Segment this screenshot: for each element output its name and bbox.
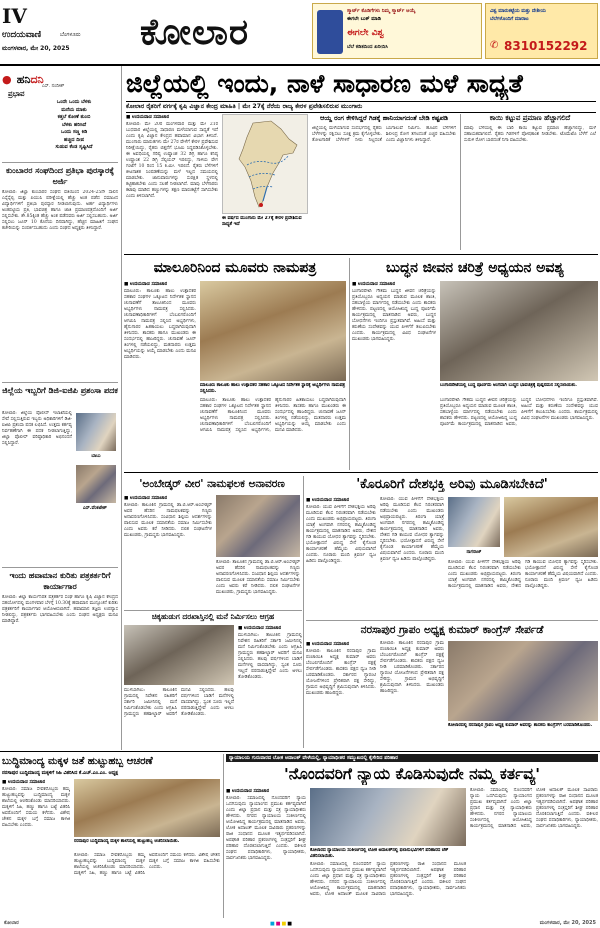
magenta-mark-icon: ■ <box>275 921 282 927</box>
ambedkar-title: 'ಅಂಬೇಡ್ಕರ್ ವೀರ' ನಾಮಫಲಕ ಅನಾವರಣ <box>139 478 285 490</box>
nyaya-body: ಕೋಲಾರ: ಸಮಾಜದಲ್ಲಿ ನೊಂದವರಿಗೆ ನ್ಯಾಯ ಒದಗಿಸುವುದು ನ್ಯಾಯಾಂಗದ ಪ್ರಮುಖ ಕರ್ತವ್ಯವಾಗಿದೆ ಎಂದು ಜಿಲ್ಲಾ ಪ್ರಧಾನ ಮತ್ತು ಸತ್ರ ನ್ಯಾಯಾಧೀಶರು ಹೇಳಿದರು. ನಗರದ ನ್ಯಾಯಾಲಯ ಸಂಕೀರ್ಣದಲ್ಲಿ ಆಯೋಜಿಸಿದ್ದ ಕಾರ್ಯಕ್ರಮದಲ್ಲಿ ಮಾತನಾಡಿದ ಅವರು, ಲೋಕ ಅದಾಲತ್ ಮೂಲಕ ಸಾವಿರಾರು ಪ್ರಕರಣಗಳನ್ನು ರಾಜಿ ಸಂಧಾನದ ಮೂಲಕ ಇತ್ಯರ್ಥಪಡಿಸಲಾಗಿದೆ. ಅಪಘಾತ ಪರಿಹಾರ ಪ್ರಕರಣಗಳಲ್ಲಿ ಸಂತ್ರಸ್ತರಿಗೆ ಶೀಘ್ರ ಪರಿಹಾರ ದೊರಕಿಸಲಾಗುತ್ತಿದೆ ಎಂದರು. ವಕೀಲರ ಸಂಘದ ಪದಾಧಿಕಾರಿಗಳು, ನ್ಯಾಯಾಧೀಶರು, ಸಾರ್ವಜನಿಕರು ಭಾಗವಹಿಸಿದ್ದರು. <box>226 796 306 861</box>
page-number: IV <box>2 4 27 28</box>
chitrapur-body-cont: ಮುಳಬಾಗಿಲು: ತಾಲೂಕಿನ ಗ್ರಾಮದಲ್ಲಿ ನಿವೇಶನ ರಹಿತರಿಗೆ ಸರ್ಕಾರಿ ಜಮೀನಿನಲ್ಲಿ ಮನೆ ನಿರ್ಮಿಸಿಕೊಡಬೇಕು ಎಂದು ಆಗ್ರಹಿಸಿ ಗ್ರಾಮಸ್ಥರು ತಹಶೀಲ್ದಾರ್ ಅವರಿಗೆ ಮನವಿ ಸಲ್ಲಿಸಿದರು. ಹಲವು ವರ್ಷಗಳಿಂದ ಬಾಡಿಗೆ ಮನೆಗಳಲ್ಲಿ ವಾಸವಾಗಿದ್ದು, ಸ್ವಂತ ಸೂರು ಇಲ್ಲದೆ ಪರದಾಡುತ್ತಿದ್ದೇವೆ ಎಂದು ಅಳಲು ತೋಡಿಕೊಂಡರು. <box>124 688 234 717</box>
divider <box>124 472 598 473</box>
buddhi-subhead: ನರಸಾಪುರ ಬುದ್ಧಿಮಾಂದ್ಯ ಮಕ್ಕಳಿಗೆ ಸಿಹಿ ವಿತರಿಸಿದ ಕೆ.ಎಚ್.ಎಂ.ಎಂ. ಅಧ್ಯಕ್ಷ <box>2 771 119 776</box>
divider <box>2 162 118 163</box>
koorur-photo <box>448 497 500 547</box>
buddhi-body: ಕೋಲಾರ: ಸಮಾಜ ಸೇವಕರೊಬ್ಬರು ತಮ್ಮ ಹುಟ್ಟುಹಬ್ಬವನ್ನು ಬುದ್ಧಿಮಾಂದ್ಯ ಮಕ್ಕಳ ಶಾಲೆಯಲ್ಲಿ ಆಚರಿಸಿಕೊಂಡು ಮಾದರಿಯಾದರು. ಮಕ್ಕಳಿಗೆ ಸಿಹಿ, ಹಣ್ಣು ಹಾಗೂ ಬಟ್ಟೆ ವಿತರಿಸಿ ಅವರೊಂದಿಗೆ ಸಮಯ ಕಳೆದರು. ವಿಶೇಷ ಚೇತನ ಮಕ್ಕಳ ಬಗ್ಗೆ ಸಮಾಜ ಕಾಳಜಿ ವಹಿಸಬೇಕು ಎಂದರು. <box>2 787 70 828</box>
column-rule <box>223 754 224 918</box>
narasapura-title: ನರಸಾಪುರ ಗ್ರಾಪಂ ಅಧ್ಯಕ್ಷ ಕುಮಾರ್ ಕಾಂಗ್ರೆಸ್ ಸೇರ್ಪಡೆ <box>360 624 544 636</box>
malur-byline: ■ ಉದಯವಾಣಿ ಸಮಾಚಾರ <box>124 282 168 287</box>
lead-box-title: ಆಯ್ದ ರಂಗ ಕೇಳಿಸಿದ್ದರೆ ಗಿಡಕ್ಕೆ ಹಾನಿಯಾಗದಂತೆ ಬೇಡಿ ಕಷ್ಟಪಡಿ <box>319 114 448 122</box>
buddha-body: ಬಂಗಾರಪೇಟೆ: ಗೌತಮ ಬುದ್ಧನ ಜೀವನ ಚರಿತ್ರೆಯನ್ನು ಪ್ರತಿಯೊಬ್ಬರೂ ಅಧ್ಯಯನ ಮಾಡುವ ಮೂಲಕ ಶಾಂತಿ, ಸಹಬಾಳ್ವೆಯ ಮಾರ್ಗದಲ್ಲಿ ನಡೆಯಬೇಕು ಎಂದು ಶಾಸಕರು ಹೇಳಿದರು. ಪಟ್ಟಣದಲ್ಲಿ ಆಯೋಜಿಸಿದ್ದ ಬುದ್ಧ ಪೂರ್ಣಿಮೆ ಕಾರ್ಯಕ್ರಮದಲ್ಲಿ ಮಾತನಾಡಿದ ಅವರು, ಬುದ್ಧನ ಬೋಧನೆಗಳು ಇಂದಿಗೂ ಪ್ರಸ್ತುತವಾಗಿವೆ. ಅಹಿಂಸೆ ಮತ್ತು ಕರುಣೆಯ ಸಂದೇಶವನ್ನು ಯುವ ಪೀಳಿಗೆಗೆ ತಲುಪಿಸಬೇಕು ಎಂದರು. ಕಾರ್ಯಕ್ರಮದಲ್ಲಿ ವಿವಿಧ ಸಂಘಟನೆಗಳ ಮುಖಂಡರು ಭಾಗವಹಿಸಿದ್ದರು. <box>352 289 436 342</box>
footer-left: ಕೋಲಾರ <box>4 920 19 926</box>
column-rule <box>303 476 304 748</box>
poem-line: ಸುಡುವ ಕೆಂಡ ಸೃಷ್ಟಿಸಿದೆ <box>55 144 93 150</box>
nyaya-photo <box>310 788 466 846</box>
lead-side-box <box>460 114 596 250</box>
poem-line: ಬೆಳಕು ಹರಿಸಿದೆ <box>61 121 87 128</box>
hanidani-author: ಎಸ್. ನಂದೀಶ್ <box>42 84 65 89</box>
ad2-phone-icon: ✆ <box>490 40 499 51</box>
nyaya-body-cont: ಕೋಲಾರ: ಸಮಾಜದಲ್ಲಿ ನೊಂದವರಿಗೆ ನ್ಯಾಯ ಒದಗಿಸುವುದು ನ್ಯಾಯಾಂಗದ ಪ್ರಮುಖ ಕರ್ತವ್ಯವಾಗಿದೆ ಎಂದು ಜಿಲ್ಲಾ ಪ್ರಧಾನ ಮತ್ತು ಸತ್ರ ನ್ಯಾಯಾಧೀಶರು ಹೇಳಿದರು. ನಗರದ ನ್ಯಾಯಾಲಯ ಸಂಕೀರ್ಣದಲ್ಲಿ ಆಯೋಜಿಸಿದ್ದ ಕಾರ್ಯಕ್ರಮದಲ್ಲಿ ಮಾತನಾಡಿದ ಅವರು, ಲೋಕ ಅದಾಲತ್ ಮೂಲಕ ಸಾವಿರಾರು ಪ್ರಕರಣಗಳನ್ನು ರಾಜಿ ಸಂಧಾನದ ಮೂಲಕ ಇತ್ಯರ್ಥಪಡಿಸಲಾಗಿದೆ. ಅಪಘಾತ ಪರಿಹಾರ ಪ್ರಕರಣಗಳಲ್ಲಿ ಸಂತ್ರಸ್ತರಿಗೆ ಶೀಘ್ರ ಪರಿಹಾರ ದೊರಕಿಸಲಾಗುತ್ತಿದೆ ಎಂದರು. ವಕೀಲರ ಸಂಘದ ಪದಾಧಿಕಾರಿಗಳು, ನ್ಯಾಯಾಧೀಶರು, ಸಾರ್ವಜನಿಕರು ಭಾಗವಹಿಸಿದ್ದರು. <box>310 862 466 897</box>
ad-line-1: ಸ್ಮಾರ್ಟ್ ಕೊಡಿಗೆಗಳು ನಿಮ್ಮ ಸ್ಮಾರ್ಟ್ ಆಯ್ಕೆ <box>347 8 416 14</box>
ad-brand: ಈಗಲೇ ವಿಶ್ವ <box>347 28 384 38</box>
nyaya-body-col <box>226 788 306 918</box>
india-map-figure <box>222 114 308 214</box>
buddha-caption: ಬಂಗಾರಪೇಟೆಯಲ್ಲಿ ಬುದ್ಧ ಪೂರ್ಣಿಮೆ ಅಂಗವಾಗಿ ಬುದ್ಧನ ಭಾವಚಿತ್ರಕ್ಕೆ ಪುಷ್ಪನಮನ ಸಲ್ಲಿಸಲಾಯಿತು. <box>440 383 577 388</box>
poem-line: ಮನೆಯ ಮಾತು <box>61 106 87 113</box>
black-mark-icon: ■ <box>287 921 293 927</box>
registration-marks <box>270 921 293 927</box>
ambedkar-body-cont: ಕೋಲಾರ: ತಾಲೂಕಿನ ಗ್ರಾಮದಲ್ಲಿ ಡಾ.ಬಿ.ಆರ್.ಅಂಬೇಡ್ಕರ್ ಅವರ ಹೆಸರಿನ ನಾಮಫಲಕವನ್ನು ಗಣ್ಯರು ಅನಾವರಣಗೊಳಿಸಿದರು. ಸಂವಿಧಾನ ಶಿಲ್ಪಿಯ ಆದರ್ಶಗಳನ್ನು ಪಾಲಿಸುವ ಮೂಲಕ ಸಮಾನತೆಯ ಸಮಾಜ ನಿರ್ಮಿಸಬೇಕು ಎಂದು ಅವರು ಕರೆ ನೀಡಿದರು. ದಲಿತ ಸಂಘಟನೆಗಳ ಮುಖಂಡರು, ಗ್ರಾಮಸ್ಥರು ಭಾಗವಹಿಸಿದ್ದರು. <box>216 560 300 595</box>
malur-title: ಮಾಲೂರಿನಿಂದ ಮೂವರು ನಾಮಪತ್ರ <box>153 260 317 276</box>
hanidani-logo-part2: ದನಿ <box>30 73 44 86</box>
lead-side-body: ಮಾವು ಬೆಳೆಯಲ್ಲಿ ಈ ಬಾರಿ ಕಾಯಿ ಕಟ್ಟುವ ಪ್ರಮಾಣ ಹೆಚ್ಚಾಗಲಿದ್ದು, ಮಳೆ ಸಹಾಯಕವಾಗಲಿದೆ. ರೈತರು ಗಿಡಗಳಿಗೆ ಪೋಷಕಾಂಶ ನೀಡಬೇಕು. ಟೊಮೆಟೊ ಬೆಳೆಗೆ ಎಲೆ ಸುರುಳಿ ರೋಗ ಬಾರದಂತೆ ನಿಗಾ ವಹಿಸಬೇಕು. <box>464 126 596 143</box>
malur-body: ಮಾಲೂರು: ತಾಲೂಕು ಹಾಲು ಉತ್ಪಾದಕರ ಸಹಕಾರ ಸಂಘಗಳ ಒಕ್ಕೂಟದ ನಿರ್ದೇಶಕ ಸ್ಥಾನದ ಚುನಾವಣೆಗೆ ತಾಲೂಕಿನಿಂದ ಮೂವರು ಅಭ್ಯರ್ಥಿಗಳು ನಾಮಪತ್ರ ಸಲ್ಲಿಸಿದರು. ಚುನಾವಣಾಧಿಕಾರಿಗಳಿಗೆ ಬೆಂಬಲಿಗರೊಂದಿಗೆ ಆಗಮಿಸಿ ನಾಮಪತ್ರ ಸಲ್ಲಿಸಿದ ಅಭ್ಯರ್ಥಿಗಳು, ಹೈನುಗಾರರ ಹಿತಕಾಯಲು ಬದ್ಧರಾಗಿರುವುದಾಗಿ ತಿಳಿಸಿದರು. ಶಾಸಕರು ಹಾಗೂ ಮುಖಂಡರು ಈ ಸಂದರ್ಭದಲ್ಲಿ ಹಾಜರಿದ್ದರು. ಚುನಾವಣೆ ಜೂನ್ ತಿಂಗಳಲ್ಲಿ ನಡೆಯಲಿದ್ದು, ಮತದಾರರು ಉತ್ತಮ ಅಭ್ಯರ್ಥಿಯನ್ನು ಆಯ್ಕೆ ಮಾಡಬೇಕು ಎಂದು ಮನವಿ ಮಾಡಿದರು. <box>124 289 196 360</box>
nyaya-caption: ಕೋಲಾರದ ನ್ಯಾಯಾಲಯ ಸಂಕೀರ್ಣದಲ್ಲಿ ಲೋಕ ಅದಾಲತ್‌ನಲ್ಲಿ ಫಲಾನುಭವಿಗಳಿಗೆ ಪರಿಹಾರದ ಚೆಕ್ ವಿತರಿಸಲಾಯಿತು. <box>310 848 449 859</box>
narasapura-caption: ಕೋಲಾರದಲ್ಲಿ ನರಸಾಪುರ ಗ್ರಾಪಂ ಅಧ್ಯಕ್ಷ ಕುಮಾರ್ ಅವರನ್ನು ಶಾಸಕರು ಕಾಂಗ್ರೆಸ್‌ಗೆ ಬರಮಾಡಿಕೊಂಡರು. <box>448 723 593 728</box>
chitrapur-byline: ■ ಉದಯವಾಣಿ ಸಮಾಚಾರ <box>238 626 282 631</box>
koorur-body-cont-2: ಕೋಲಾರ: ಯುವ ಪೀಳಿಗೆಗೆ ದೇಶಭಕ್ತಿಯ ಅರಿವು ಮೂಡಿಸುವ ಕೆಲಸ ನಿರಂತರವಾಗಿ ನಡೆಯಬೇಕು ಎಂದು ಮುಖಂಡರು ಅಭಿಪ್ರಾಯಪಟ್ಟರು. ತಿರಂಗಾ ಯಾತ್ರೆ ಅಂಗವಾಗಿ ನಗರದಲ್ಲಿ ಹಮ್ಮಿಕೊಂಡಿದ್ದ ಕಾರ್ಯಕ್ರಮದಲ್ಲಿ ಮಾತನಾಡಿದ ಅವರು, ದೇಶದ ಗಡಿ ಕಾಯುವ ಯೋಧರ ತ್ಯಾಗವನ್ನು ಸ್ಮರಿಸಬೇಕು. ಭಯೋತ್ಪಾದನೆ ವಿರುದ್ಧ ಸೇನೆ ಕೈಗೊಂಡ ಕಾರ್ಯಾಚರಣೆ ಹೆಮ್ಮೆಯ ವಿಷಯವಾಗಿದೆ ಎಂದರು. ನೂರಾರು ಮಂದಿ ತ್ರಿವರ್ಣ ಧ್ವಜ ಹಿಡಿದು ಪಾಲ್ಗೊಂಡಿದ್ದರು. <box>448 560 598 589</box>
lead-body-col <box>126 114 218 249</box>
lead-byline: ■ ಉದಯವಾಣಿ ಸಮಾಚಾರ <box>126 115 170 120</box>
yellow-mark-icon: ■ <box>281 921 288 927</box>
patrakarta-body: ಕೋಲಾರ: ಜಿಲ್ಲಾ ಕಾರ್ಯನಿರತ ಪತ್ರಕರ್ತರ ಸಂಘ ಹಾಗೂ ಕೃಷಿ ವಿಜ್ಞಾನ ಕೇಂದ್ರದ ಸಹಯೋಗದಲ್ಲಿ ಮಂಗಳವಾರ ಬೆಳಗ್ಗೆ 10.30ಕ್ಕೆ ಹವಾಮಾನ ಮುನ್ಸೂಚನೆ ಕುರಿತು ಪತ್ರಕರ್ತರಿಗೆ ಕಾರ್ಯಾಗಾರ ಆಯೋಜಿಸಲಾಗಿದೆ. ಹವಾಮಾನ ತಜ್ಞರು ಉಪನ್ಯಾಸ ನೀಡಲಿದ್ದು, ಪತ್ರಕರ್ತರು ಭಾಗವಹಿಸಬೇಕು ಎಂದು ಸಂಘದ ಅಧ್ಯಕ್ಷರು ಮನವಿ ಮಾಡಿದ್ದಾರೆ. <box>2 595 118 624</box>
buddha-photo <box>440 281 598 381</box>
malur-body-cont: ಮಾಲೂರು: ತಾಲೂಕು ಹಾಲು ಉತ್ಪಾದಕರ ಸಹಕಾರ ಸಂಘಗಳ ಒಕ್ಕೂಟದ ನಿರ್ದೇಶಕ ಸ್ಥಾನದ ಚುನಾವಣೆಗೆ ತಾಲೂಕಿನಿಂದ ಮೂವರು ಅಭ್ಯರ್ಥಿಗಳು ನಾಮಪತ್ರ ಸಲ್ಲಿಸಿದರು. ಚುನಾವಣಾಧಿಕಾರಿಗಳಿಗೆ ಬೆಂಬಲಿಗರೊಂದಿಗೆ ಆಗಮಿಸಿ ನಾಮಪತ್ರ ಸಲ್ಲಿಸಿದ ಅಭ್ಯರ್ಥಿಗಳು, ಹೈನುಗಾರರ ಹಿತಕಾಯಲು ಬದ್ಧರಾಗಿರುವುದಾಗಿ ತಿಳಿಸಿದರು. ಶಾಸಕರು ಹಾಗೂ ಮುಖಂಡರು ಈ ಸಂದರ್ಭದಲ್ಲಿ ಹಾಜರಿದ್ದರು. ಚುನಾವಣೆ ಜೂನ್ ತಿಂಗಳಲ್ಲಿ ನಡೆಯಲಿದ್ದು, ಮತದಾರರು ಉತ್ತಮ ಅಭ್ಯರ್ಥಿಯನ್ನು ಆಯ್ಕೆ ಮಾಡಬೇಕು ಎಂದು ಮನವಿ ಮಾಡಿದರು. <box>200 398 346 433</box>
divider <box>2 567 118 568</box>
narasapura-body-col <box>306 641 376 747</box>
cyan-mark-icon: ■ <box>270 921 276 927</box>
divider <box>0 751 600 752</box>
nyaya-title: 'ನೊಂದವರಿಗೆ ನ್ಯಾಯ ಕೊಡಿಸುವುದೇ ನಮ್ಮ ಕರ್ತವ್ಯ' <box>284 765 540 783</box>
narasapura-photo <box>448 641 598 721</box>
hanidani-drop-icon: ● <box>2 73 12 86</box>
poem-line: ಹಚ್ಚಿದ ದೀಪ <box>63 136 85 143</box>
ambedkar-body: ಕೋಲಾರ: ತಾಲೂಕಿನ ಗ್ರಾಮದಲ್ಲಿ ಡಾ.ಬಿ.ಆರ್.ಅಂಬೇಡ್ಕರ್ ಅವರ ಹೆಸರಿನ ನಾಮಫಲಕವನ್ನು ಗಣ್ಯರು ಅನಾವರಣಗೊಳಿಸಿದರು. ಸಂವಿಧಾನ ಶಿಲ್ಪಿಯ ಆದರ್ಶಗಳನ್ನು ಪಾಲಿಸುವ ಮೂಲಕ ಸಮಾನತೆಯ ಸಮಾಜ ನಿರ್ಮಿಸಬೇಕು ಎಂದು ಅವರು ಕರೆ ನೀಡಿದರು. ದಲಿತ ಸಂಘಟನೆಗಳ ಮುಖಂಡರು, ಗ್ರಾಮಸ್ಥರು ಭಾಗವಹಿಸಿದ್ದರು. <box>124 503 212 538</box>
buddha-title: ಬುದ್ಧನ ಜೀವನ ಚರಿತ್ರೆ ಅಧ್ಯಯನ ಅವಶ್ಯ <box>386 260 564 276</box>
lead-side-title: ಕಾಯಿ ಕಟ್ಟುವ ಪ್ರಮಾಣ ಹೆಚ್ಚಾಗಲಿದೆ <box>489 114 571 122</box>
poem-line: ಕತ್ತಲೆ ಕೋಣೆ ತುಂಬಿ <box>57 114 91 120</box>
masthead-ad-right[interactable] <box>485 3 598 59</box>
officer-name-1: ಬಾಬು <box>91 454 101 459</box>
kumbara-article <box>2 165 118 380</box>
officer-photo-1 <box>76 413 116 451</box>
malur-caption: ಮಾಲೂರು ತಾಲೂಕು ಹಾಲು ಉತ್ಪಾದಕರ ಸಹಕಾರ ಒಕ್ಕೂಟದ ನಿರ್ದೇಶಕ ಸ್ಥಾನಕ್ಕೆ ಅಭ್ಯರ್ಥಿಗಳು ನಾಮಪತ್ರ ಸಲ್ಲಿಸಿದರು. <box>200 383 346 394</box>
poem-line: ಒಂದೇ ಒಂದು ಬೆಳಕು <box>56 99 92 105</box>
hanidani-box <box>0 66 120 160</box>
nyaya-kicker: ನ್ಯಾಯಾಲಯ ಗುರುವಾರದ ಲೋಕ ಅದಾಲತ್ ವೇಳೆಯಲ್ಲಿ, ನ್ಯಾಯಾಧೀಶರ ಸಮ್ಮುಖದಲ್ಲಿ ಕೈಸೇರಿದ ಪರಿಹಾರ <box>226 754 598 762</box>
section-title: ಕೋಲಾರ <box>140 12 250 53</box>
buddhi-photo <box>74 779 220 837</box>
divider <box>306 620 598 621</box>
ambedkar-body-col <box>124 495 212 605</box>
koorur-body-cont: ಕೋಲಾರ: ಯುವ ಪೀಳಿಗೆಗೆ ದೇಶಭಕ್ತಿಯ ಅರಿವು ಮೂಡಿಸುವ ಕೆಲಸ ನಿರಂತರವಾಗಿ ನಡೆಯಬೇಕು ಎಂದು ಮುಖಂಡರು ಅಭಿಪ್ರಾಯಪಟ್ಟರು. ತಿರಂಗಾ ಯಾತ್ರೆ ಅಂಗವಾಗಿ ನಗರದಲ್ಲಿ ಹಮ್ಮಿಕೊಂಡಿದ್ದ ಕಾರ್ಯಕ್ರಮದಲ್ಲಿ ಮಾತನಾಡಿದ ಅವರು, ದೇಶದ ಗಡಿ ಕಾಯುವ ಯೋಧರ ತ್ಯಾಗವನ್ನು ಸ್ಮರಿಸಬೇಕು. ಭಯೋತ್ಪಾದನೆ ವಿರುದ್ಧ ಸೇನೆ ಕೈಗೊಂಡ ಕಾರ್ಯಾಚರಣೆ ಹೆಮ್ಮೆಯ ವಿಷಯವಾಗಿದೆ ಎಂದರು. ನೂರಾರು ಮಂದಿ ತ್ರಿವರ್ಣ ಧ್ವಜ ಹಿಡಿದು ಪಾಲ್ಗೊಂಡಿದ್ದರು. <box>380 497 444 562</box>
footer-bar <box>0 920 600 928</box>
malur-photo <box>200 281 346 381</box>
lead-headline: ಜಿಲ್ಲೆಯಲ್ಲಿ ಇಂದು, ನಾಳೆ ಸಾಧಾರಣ ಮಳೆ ಸಾಧ್ಯತೆ <box>126 69 523 98</box>
map-caption: ಈ ವರ್ಷದ ಮುಂಗಾರು ಮೇ 27ಕ್ಕೆ ಕೇರಳ ಪ್ರವೇಶಿಸುವ ಸಾಧ್ಯತೆ ಇದೆ <box>222 216 302 227</box>
ad-line-2: ಈಗಲೇ ಬುಕ್ ಮಾಡಿ <box>347 16 381 22</box>
ad2-line-1: ವಿಶ್ವ ಮಾರುಕಟ್ಟೆಯ ಮತ್ತು ದೇಶೀಯ <box>490 9 546 14</box>
chitrapur-photo <box>124 625 234 685</box>
buddhi-byline: ■ ಉದಯವಾಣಿ ಸಮಾಚಾರ <box>2 780 46 785</box>
paper-name: ಉದಯವಾಣಿ <box>2 30 42 40</box>
jilleyalli-title: ಜಿಲ್ಲೆಯ ಇಬ್ಬರಿಗೆ ಡಿಜಿ-ಐಜಿಪಿ ಪ್ರಶಂಸಾ ಪದಕ <box>2 386 118 395</box>
officer-photo-2 <box>76 465 116 503</box>
buddhi-body-cont: ಕೋಲಾರ: ಸಮಾಜ ಸೇವಕರೊಬ್ಬರು ತಮ್ಮ ಹುಟ್ಟುಹಬ್ಬವನ್ನು ಬುದ್ಧಿಮಾಂದ್ಯ ಮಕ್ಕಳ ಶಾಲೆಯಲ್ಲಿ ಆಚರಿಸಿಕೊಂಡು ಮಾದರಿಯಾದರು. ಮಕ್ಕಳಿಗೆ ಸಿಹಿ, ಹಣ್ಣು ಹಾಗೂ ಬಟ್ಟೆ ವಿತರಿಸಿ ಅವರೊಂದಿಗೆ ಸಮಯ ಕಳೆದರು. ವಿಶೇಷ ಚೇತನ ಮಕ್ಕಳ ಬಗ್ಗೆ ಸಮಾಜ ಕಾಳಜಿ ವಹಿಸಬೇಕು ಎಂದರು. <box>74 853 220 876</box>
ad-phone-graphic <box>317 10 343 54</box>
buddha-body-cont: ಬಂಗಾರಪೇಟೆ: ಗೌತಮ ಬುದ್ಧನ ಜೀವನ ಚರಿತ್ರೆಯನ್ನು ಪ್ರತಿಯೊಬ್ಬರೂ ಅಧ್ಯಯನ ಮಾಡುವ ಮೂಲಕ ಶಾಂತಿ, ಸಹಬಾಳ್ವೆಯ ಮಾರ್ಗದಲ್ಲಿ ನಡೆಯಬೇಕು ಎಂದು ಶಾಸಕರು ಹೇಳಿದರು. ಪಟ್ಟಣದಲ್ಲಿ ಆಯೋಜಿಸಿದ್ದ ಬುದ್ಧ ಪೂರ್ಣಿಮೆ ಕಾರ್ಯಕ್ರಮದಲ್ಲಿ ಮಾತನಾಡಿದ ಅವರು, ಬುದ್ಧನ ಬೋಧನೆಗಳು ಇಂದಿಗೂ ಪ್ರಸ್ತುತವಾಗಿವೆ. ಅಹಿಂಸೆ ಮತ್ತು ಕರುಣೆಯ ಸಂದೇಶವನ್ನು ಯುವ ಪೀಳಿಗೆಗೆ ತಲುಪಿಸಬೇಕು ಎಂದರು. ಕಾರ್ಯಕ್ರಮದಲ್ಲಿ ವಿವಿಧ ಸಂಘಟನೆಗಳ ಮುಖಂಡರು ಭಾಗವಹಿಸಿದ್ದರು. <box>440 398 598 427</box>
nyaya-body-cont-2: ಕೋಲಾರ: ಸಮಾಜದಲ್ಲಿ ನೊಂದವರಿಗೆ ನ್ಯಾಯ ಒದಗಿಸುವುದು ನ್ಯಾಯಾಂಗದ ಪ್ರಮುಖ ಕರ್ತವ್ಯವಾಗಿದೆ ಎಂದು ಜಿಲ್ಲಾ ಪ್ರಧಾನ ಮತ್ತು ಸತ್ರ ನ್ಯಾಯಾಧೀಶರು ಹೇಳಿದರು. ನಗರದ ನ್ಯಾಯಾಲಯ ಸಂಕೀರ್ಣದಲ್ಲಿ ಆಯೋಜಿಸಿದ್ದ ಕಾರ್ಯಕ್ರಮದಲ್ಲಿ ಮಾತನಾಡಿದ ಅವರು, ಲೋಕ ಅದಾಲತ್ ಮೂಲಕ ಸಾವಿರಾರು ಪ್ರಕರಣಗಳನ್ನು ರಾಜಿ ಸಂಧಾನದ ಮೂಲಕ ಇತ್ಯರ್ಥಪಡಿಸಲಾಗಿದೆ. ಅಪಘಾತ ಪರಿಹಾರ ಪ್ರಕರಣಗಳಲ್ಲಿ ಸಂತ್ರಸ್ತರಿಗೆ ಶೀಘ್ರ ಪರಿಹಾರ ದೊರಕಿಸಲಾಗುತ್ತಿದೆ ಎಂದರು. ವಕೀಲರ ಸಂಘದ ಪದಾಧಿಕಾರಿಗಳು, ನ್ಯಾಯಾಧೀಶರು, ಸಾರ್ವಜನಿಕರು ಭಾಗವಹಿಸಿದ್ದರು. <box>470 788 598 829</box>
lead-box-body: ಜಿಲ್ಲೆಯಲ್ಲಿ ಮಳೆಯಾಗುವ ಸಂದರ್ಭದಲ್ಲಿ ರೈತರು ಬೆಳೆಗಳನ್ನು ರಕ್ಷಿಸಲು ಸೂಕ್ತ ಕ್ರಮ ಕೈಗೊಳ್ಳಬೇಕು. ತೋಟಗಾರಿಕೆ ಬೆಳೆಗಳಿಗೆ ನೀರು ನಿಲ್ಲದಂತೆ ಬಸಿಗಾಲುವೆ ನಿರ್ಮಿಸಿ. ಹೂವಿನ ಬೆಳೆಗಳಿಗೆ ಶಿಲೀಂಧ್ರ ರೋಗ ತಗಲದಂತೆ ಎಚ್ಚರ ವಹಿಸಬೇಕು ಎಂದು ವಿಜ್ಞಾನಿಗಳು ತಿಳಿಸಿದ್ದಾರೆ. <box>312 126 456 143</box>
hanidani-logo <box>2 68 44 87</box>
chitrapur-body-col <box>238 625 302 747</box>
hanidani-title: ಪ್ರಭಾವ <box>8 90 25 98</box>
kumbara-title: ಕುಂಬಾರರ ಸಂಘದಿಂದ ಪ್ರತಿಭಾ ಪುರಸ್ಕಾರಕ್ಕೆ ಅರ್ಜಿ <box>6 166 114 186</box>
lead-body: ಕೋಲಾರ: ಮೇ 20ರ ಮಂಗಳವಾರ ಮತ್ತು ಮೇ 21ರ ಬುಧವಾರ ಜಿಲ್ಲೆಯಲ್ಲಿ ಸಾಧಾರಣ ಮಳೆಯಾಗುವ ಸಾಧ್ಯತೆ ಇದೆ ಎಂದು ಕೃಷಿ ವಿಜ್ಞಾನ ಕೇಂದ್ರದ ಹವಾಮಾನ ವಿಭಾಗ ತಿಳಿಸಿದೆ. ಮುಂಗಾರು ಮಾರುತಗಳು ಮೇ 27ರ ವೇಳೆಗೆ ಕೇರಳ ಪ್ರವೇಶಿಸುವ ನಿರೀಕ್ಷೆಯಿದ್ದು, ರೈತರು ಬಿತ್ತನೆಗೆ ಭೂಮಿ ಸಿದ್ಧಪಡಿಸಿಕೊಳ್ಳಬೇಕು. ಈ ಅವಧಿಯಲ್ಲಿ ಗರಿಷ್ಠ ಉಷ್ಣಾಂಶ 32 ಡಿಗ್ರಿ ಹಾಗೂ ಕನಿಷ್ಠ ಉಷ್ಣಾಂಶ 22 ಡಿಗ್ರಿ ಸೆಲ್ಸಿಯಸ್ ಇರಲಿದ್ದು, ಗಾಳಿಯ ವೇಗ ಗಂಟೆಗೆ 10 ರಿಂದ 15 ಕಿ.ಮೀ. ಇರಲಿದೆ. ರೈತರು ಬೆಳೆಗಳಿಗೆ ಕೀಟನಾಶಕ ಸಿಂಪಡಣೆಯನ್ನು ಮಳೆ ಇಲ್ಲದ ಸಮಯದಲ್ಲಿ ಮಾಡಬೇಕು. ಜಾನುವಾರುಗಳನ್ನು ಸುರಕ್ಷಿತ ಸ್ಥಳದಲ್ಲಿ ಕಟ್ಟಿಹಾಕಬೇಕು ಎಂದು ಸಲಹೆ ನೀಡಲಾಗಿದೆ. ಮಾವು ಬೆಳೆಗಾರರು ಕಟಾವು ಮಾಡಿದ ಹಣ್ಣುಗಳನ್ನು ತಕ್ಷಣ ಮಾರುಕಟ್ಟೆಗೆ ಸಾಗಿಸಬೇಕು ಎಂದು ತಿಳಿಸಲಾಗಿದೆ. <box>126 122 218 199</box>
patrakarta-article <box>2 570 118 748</box>
divider <box>2 382 118 383</box>
hanidani-poem <box>30 99 118 152</box>
buddhi-title: ಬುದ್ಧಿಮಾಂದ್ಯ ಮಕ್ಕಳ ಜತೆ ಹುಟ್ಟುಹಬ್ಬ ಆಚರಣೆ <box>2 756 153 767</box>
officer-name-2: ಎಸ್.ವೆಂಕಟೇಶ್ <box>83 506 107 511</box>
buddhi-caption: ನರಸಾಪುರ ಬುದ್ಧಿಮಾಂದ್ಯ ಮಕ್ಕಳ ಶಾಲೆಯಲ್ಲಿ ಹುಟ್ಟುಹಬ್ಬ ಆಚರಿಸಲಾಯಿತು. <box>74 839 180 844</box>
ambedkar-photo <box>216 495 300 557</box>
patrakarta-title: ಇಂದು ಹವಾಮಾನ ಕುರಿತು ಪತ್ರಕರ್ತರಿಗೆ ಕಾರ್ಯಾಗಾರ <box>9 571 111 591</box>
jilleyalli-article <box>2 385 118 565</box>
ambedkar-byline: ■ ಉದಯವಾಣಿ ಸಮಾಚಾರ <box>124 496 168 501</box>
koorur-body-col <box>306 497 376 617</box>
koorur-byline: ■ ಉದಯವಾಣಿ ಸಮಾಚಾರ <box>306 498 350 503</box>
buddhi-body-col <box>2 779 70 917</box>
india-map-icon <box>223 115 309 215</box>
narasapura-byline: ■ ಉದಯವಾಣಿ ಸಮಾಚಾರ <box>306 642 350 647</box>
malur-body-col <box>124 281 196 469</box>
chitrapur-body: ಮುಳಬಾಗಿಲು: ತಾಲೂಕಿನ ಗ್ರಾಮದಲ್ಲಿ ನಿವೇಶನ ರಹಿತರಿಗೆ ಸರ್ಕಾರಿ ಜಮೀನಿನಲ್ಲಿ ಮನೆ ನಿರ್ಮಿಸಿಕೊಡಬೇಕು ಎಂದು ಆಗ್ರಹಿಸಿ ಗ್ರಾಮಸ್ಥರು ತಹಶೀಲ್ದಾರ್ ಅವರಿಗೆ ಮನವಿ ಸಲ್ಲಿಸಿದರು. ಹಲವು ವರ್ಷಗಳಿಂದ ಬಾಡಿಗೆ ಮನೆಗಳಲ್ಲಿ ವಾಸವಾಗಿದ್ದು, ಸ್ವಂತ ಸೂರು ಇಲ್ಲದೆ ಪರದಾಡುತ್ತಿದ್ದೇವೆ ಎಂದು ಅಳಲು ತೋಡಿಕೊಂಡರು. <box>238 633 302 680</box>
hanidani-logo-part1: ಹನಿ <box>16 73 31 86</box>
koorur-name: ನಾಗರಾಜ್ <box>466 550 482 555</box>
divider <box>124 610 302 611</box>
jilleyalli-body: ಕೋಲಾರ: ಜಿಲ್ಲೆಯ ಪೊಲೀಸ್ ಇಲಾಖೆಯಲ್ಲಿ ಸೇವೆ ಸಲ್ಲಿಸುತ್ತಿರುವ ಇಬ್ಬರು ಅಧಿಕಾರಿಗಳಿಗೆ ಡಿಜಿ-ಐಜಿಪಿ ಪ್ರಶಂಸಾ ಪದಕ ಲಭಿಸಿದೆ. ಉತ್ತಮ ಕರ್ತವ್ಯ ನಿರ್ವಹಣೆಗಾಗಿ ಈ ಪದಕ ನೀಡಲಾಗುತ್ತಿದ್ದು, ಜಿಲ್ಲಾ ಪೊಲೀಸ್ ವರಿಷ್ಠಾಧಿಕಾರಿ ಅಭಿನಂದನೆ ಸಲ್ಲಿಸಿದ್ದಾರೆ. <box>2 411 72 446</box>
city-tag: ಬೆಂಗಳೂರು <box>60 32 81 38</box>
koorur-body: ಕೋಲಾರ: ಯುವ ಪೀಳಿಗೆಗೆ ದೇಶಭಕ್ತಿಯ ಅರಿವು ಮೂಡಿಸುವ ಕೆಲಸ ನಿರಂತರವಾಗಿ ನಡೆಯಬೇಕು ಎಂದು ಮುಖಂಡರು ಅಭಿಪ್ರಾಯಪಟ್ಟರು. ತಿರಂಗಾ ಯಾತ್ರೆ ಅಂಗವಾಗಿ ನಗರದಲ್ಲಿ ಹಮ್ಮಿಕೊಂಡಿದ್ದ ಕಾರ್ಯಕ್ರಮದಲ್ಲಿ ಮಾತನಾಡಿದ ಅವರು, ದೇಶದ ಗಡಿ ಕಾಯುವ ಯೋಧರ ತ್ಯಾಗವನ್ನು ಸ್ಮರಿಸಬೇಕು. ಭಯೋತ್ಪಾದನೆ ವಿರುದ್ಧ ಸೇನೆ ಕೈಗೊಂಡ ಕಾರ್ಯಾಚರಣೆ ಹೆಮ್ಮೆಯ ವಿಷಯವಾಗಿದೆ ಎಂದರು. ನೂರಾರು ಮಂದಿ ತ್ರಿವರ್ಣ ಧ್ವಜ ಹಿಡಿದು ಪಾಲ್ಗೊಂಡಿದ್ದರು. <box>306 505 376 564</box>
koorur-title: 'ಕೊರೂರಿಗೆ ದೇಶಭಕ್ತಿ ಅರಿವು ಮೂಡಿಸಬೇಕಿದೆ' <box>356 477 548 492</box>
footer-right: ಮಂಗಳವಾರ, ಮೇ 20, 2025 <box>539 920 596 926</box>
buddha-byline: ■ ಉದಯವಾಣಿ ಸಮಾಚಾರ <box>352 282 396 287</box>
issue-date: ಮಂಗಳವಾರ, ಮೇ 20, 2025 <box>2 45 70 52</box>
masthead <box>0 0 600 62</box>
column-rule <box>121 66 122 750</box>
nyaya-byline: ■ ಉದಯವಾಣಿ ಸಮಾಚಾರ <box>226 789 270 794</box>
masthead-ad-left[interactable] <box>312 3 482 59</box>
buddha-body-col <box>352 281 436 469</box>
kumbara-body: ಕೋಲಾರ: ಜಿಲ್ಲಾ ಕುಂಬಾರರ ಸಂಘದ ವತಿಯಿಂದ 2024-25ನೇ ಸಾಲಿನ ಎಸ್ಸೆಸ್ಸೆಲ್ಸಿ ಮತ್ತು ಪಿಯುಸಿ ಪರೀಕ್ಷೆಯಲ್ಲಿ ಹೆಚ್ಚು ಅಂಕ ಪಡೆದ ಸಮಾಜದ ವಿದ್ಯಾರ್ಥಿಗಳಿಗೆ ಪ್ರತಿಭಾ ಪುರಸ್ಕಾರ ನೀಡಲಾಗುವುದು. ಅರ್ಹ ವಿದ್ಯಾರ್ಥಿಗಳು ಅಂಕಪಟ್ಟಿಯ ಪ್ರತಿ, ಭಾವಚಿತ್ರ ಹಾಗೂ ಜಾತಿ ಪ್ರಮಾಣಪತ್ರದೊಂದಿಗೆ ಅರ್ಜಿ ಸಲ್ಲಿಸಬೇಕು. ಶೇ.85ಕ್ಕಿಂತ ಹೆಚ್ಚು ಅಂಕ ಪಡೆದವರು ಅರ್ಜಿ ಸಲ್ಲಿಸಬಹುದು. ಅರ್ಜಿ ಸಲ್ಲಿಸಲು ಜೂನ್ 10 ಕೊನೆಯ ದಿನವಾಗಿದ್ದು, ಹೆಚ್ಚಿನ ಮಾಹಿತಿಗೆ ಸಂಘದ ಕಚೇರಿಯನ್ನು ಸಂಪರ್ಕಿಸಬಹುದು ಎಂದು ಸಂಘದ ಅಧ್ಯಕ್ಷರು ತಿಳಿಸಿದ್ದಾರೆ. <box>2 190 118 231</box>
ad2-line-2: ಬೆಲೆಗಳೊಂದಿಗೆ ಮಾರಾಟ <box>490 17 529 22</box>
lead-subhead: ಕೋಲಾರ ರೈತರಿಗೆ ವರ್ಗಕ್ಕೆ ಕೃಷಿ ವಿಜ್ಞಾನ ಕೇಂದ್ರ ಮಾಹಿತಿ | ಮೇ 27ಕ್ಕೆ ನೆರೆಯ ರಾಜ್ಯ ಕೇರಳ ಪ್ರವೇಶಿಸಲಿರುವ ಮುಂಗಾರು <box>126 101 596 113</box>
chitrapur-title: ಚಿಕ್ಕಹುಡುಗ ದರಖಾಸ್ತಿನಲ್ಲಿ ಮನೆ ನಿರ್ಮಿಸಲು ಆಗ್ರಹ <box>151 612 275 621</box>
ad-subline: ಬೆಲೆ ಕಡಿತದಿಂದ ಖರೀದಿಸಿ <box>347 44 388 50</box>
ad2-phone[interactable]: 8310152292 <box>504 39 588 53</box>
column-rule <box>349 258 350 470</box>
koorur-photo-2 <box>504 497 598 557</box>
divider <box>124 254 598 255</box>
lead-box <box>312 114 456 250</box>
poem-line: ಒಂದು ಸಣ್ಣ ಕಿಡಿ <box>60 129 88 135</box>
narasapura-body: ಕೋಲಾರ: ತಾಲೂಕಿನ ನರಸಾಪುರ ಗ್ರಾಮ ಪಂಚಾಯಿತಿ ಅಧ್ಯಕ್ಷ ಕುಮಾರ್ ಅವರು ಬೆಂಬಲಿಗರೊಂದಿಗೆ ಕಾಂಗ್ರೆಸ್ ಪಕ್ಷಕ್ಕೆ ಸೇರ್ಪಡೆಗೊಂಡರು. ಶಾಸಕರು ಪಕ್ಷದ ಧ್ವಜ ನೀಡಿ ಬರಮಾಡಿಕೊಂಡರು. ಸರ್ಕಾರದ ಗ್ಯಾರಂಟಿ ಯೋಜನೆಗಳಿಂದ ಪ್ರೇರಿತರಾಗಿ ಪಕ್ಷ ಸೇರಿದ್ದು, ಗ್ರಾಮದ ಅಭಿವೃದ್ಧಿಗೆ ಶ್ರಮಿಸುವುದಾಗಿ ತಿಳಿಸಿದರು. ಮುಖಂಡರು ಹಾಜರಿದ್ದರು. <box>306 649 376 696</box>
narasapura-body-cont: ಕೋಲಾರ: ತಾಲೂಕಿನ ನರಸಾಪುರ ಗ್ರಾಮ ಪಂಚಾಯಿತಿ ಅಧ್ಯಕ್ಷ ಕುಮಾರ್ ಅವರು ಬೆಂಬಲಿಗರೊಂದಿಗೆ ಕಾಂಗ್ರೆಸ್ ಪಕ್ಷಕ್ಕೆ ಸೇರ್ಪಡೆಗೊಂಡರು. ಶಾಸಕರು ಪಕ್ಷದ ಧ್ವಜ ನೀಡಿ ಬರಮಾಡಿಕೊಂಡರು. ಸರ್ಕಾರದ ಗ್ಯಾರಂಟಿ ಯೋಜನೆಗಳಿಂದ ಪ್ರೇರಿತರಾಗಿ ಪಕ್ಷ ಸೇರಿದ್ದು, ಗ್ರಾಮದ ಅಭಿವೃದ್ಧಿಗೆ ಶ್ರಮಿಸುವುದಾಗಿ ತಿಳಿಸಿದರು. ಮುಖಂಡರು ಹಾಜರಿದ್ದರು. <box>380 641 444 694</box>
